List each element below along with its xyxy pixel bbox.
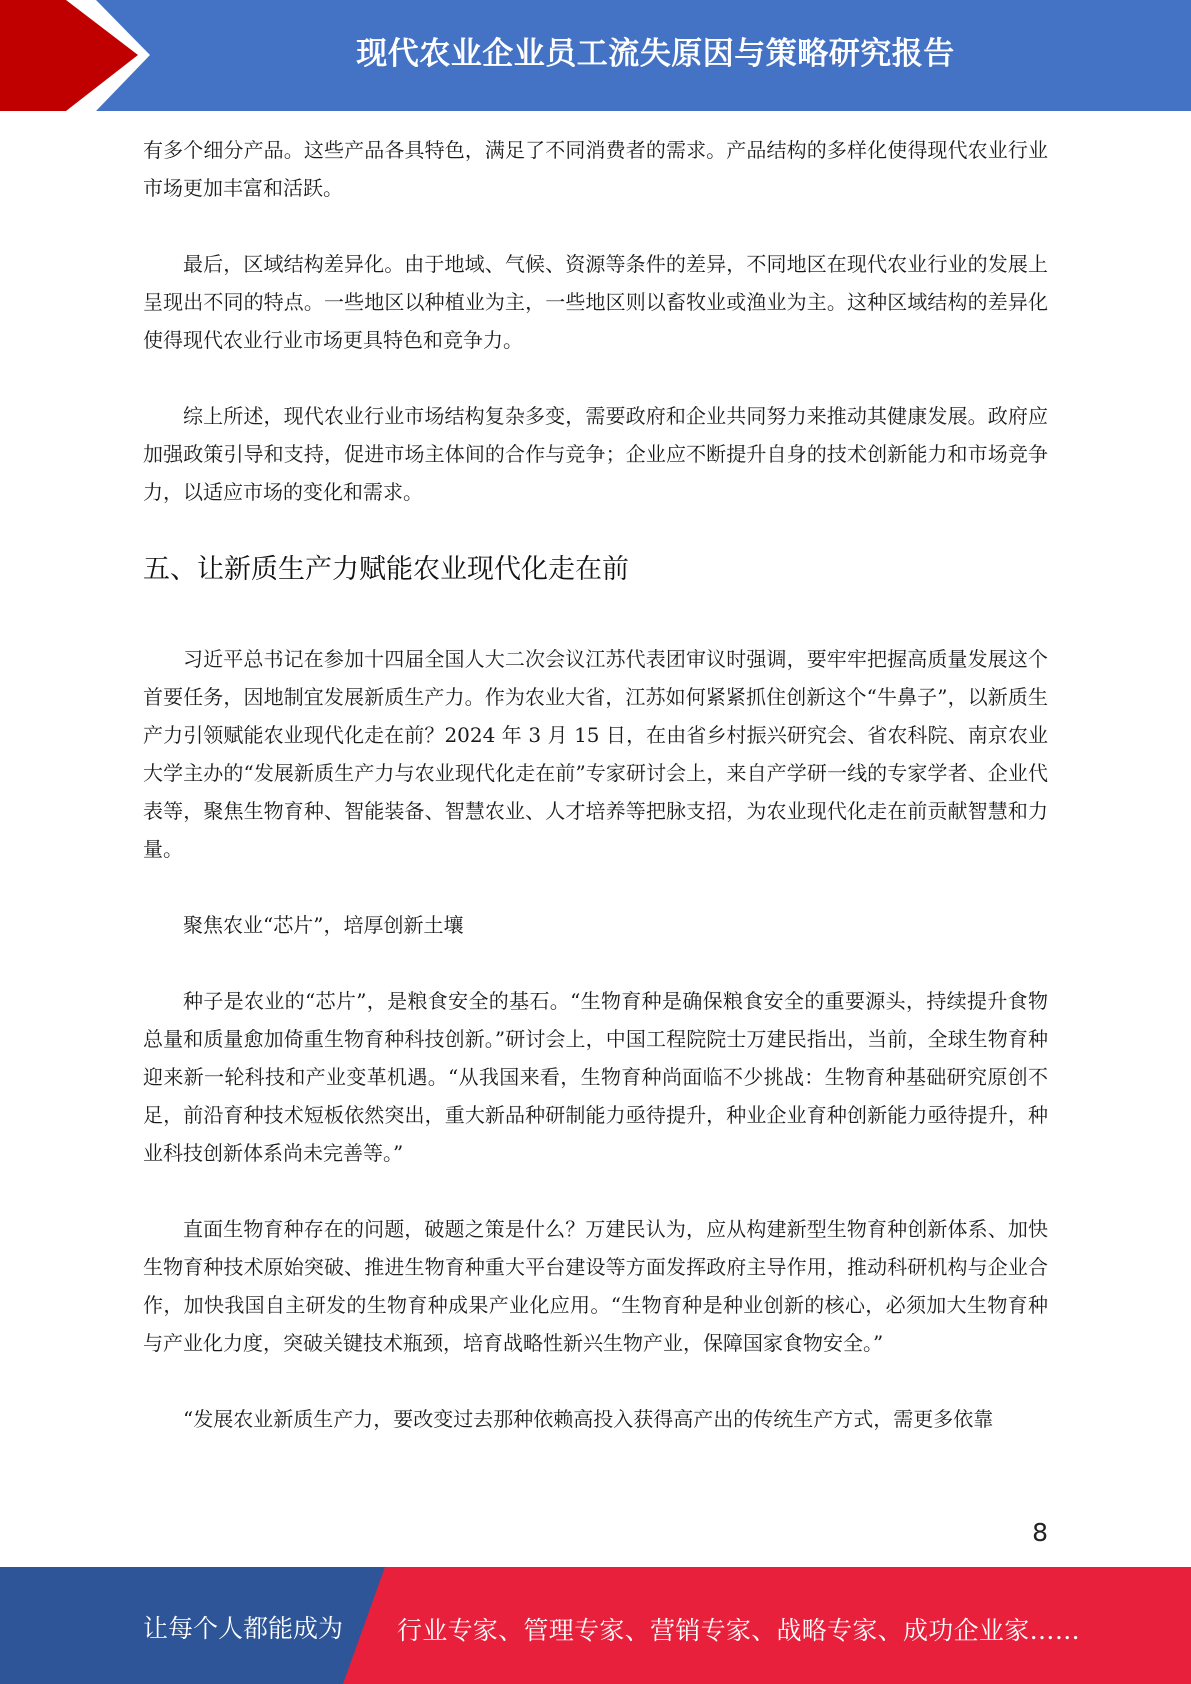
header-banner	[0, 0, 1191, 111]
paragraph-4: 习近平总书记在参加十四届全国人大二次会议江苏代表团审议时强调，要牢牢把握高质量发展这个首要任务，因地制宜发展新质生产力。作为农业大省，江苏如何紧紧抓住创新这个“牛鼻子”，以新质生产力引领赋能农业现代化走在前？2024 年 3 月 15 日，在由省乡村振兴研究会、省农科院、南京农业大学主办的“发展新质生产力与农业现代化走在前”专家研讨会上，来自产学研一线的专家学者、企业代表等，聚焦生物育种、智能装备、智慧农业、人才培养等把脉支招，为农业现代化走在前贡献智慧和力量。	[143, 647, 1048, 861]
page-number: 8	[1032, 1518, 1048, 1547]
footer-slogan-left: 让每个人都能成为	[143, 1614, 344, 1643]
footer-slogan-right: 行业专家、管理专家、营销专家、战略专家、成功企业家……	[397, 1616, 1081, 1645]
paragraph-8: “发展农业新质生产力，要改变过去那种依赖高投入获得高产出的传统生产方式，需更多依靠	[183, 1407, 994, 1431]
paragraph-1: 有多个细分产品。这些产品各具特色，满足了不同消费者的需求。产品结构的多样化使得现代农业行业市场更加丰富和活跃。	[143, 138, 1048, 200]
document-body	[143, 131, 1048, 1438]
header-red-chevron	[0, 0, 138, 111]
paragraph-3: 综上所述，现代农业行业市场结构复杂多变，需要政府和企业共同努力来推动其健康发展。政府应加强政策引导和支持，促进市场主体间的合作与竞争；企业应不断提升自身的技术创新能力和市场竞争力，以适应市场的变化和需求。	[143, 404, 1048, 504]
paragraph-5-subheading: 聚焦农业“芯片”，培厚创新土壤	[183, 913, 464, 937]
section-heading: 五、让新质生产力赋能农业现代化走在前	[143, 554, 629, 585]
paragraph-6: 种子是农业的“芯片”，是粮食安全的基石。“生物育种是确保粮食安全的重要源头，持续提升食物总量和质量愈加倚重生物育种科技创新。”研讨会上，中国工程院院士万建民指出，当前，全球生物育种迎来新一轮科技和产业变革机遇。“从我国来看，生物育种尚面临不少挑战：生物育种基础研究原创不足，前沿育种技术短板依然突出，重大新品种研制能力亟待提升，种业企业育种创新能力亟待提升，种业科技创新体系尚未完善等。”	[143, 989, 1048, 1165]
paragraph-2: 最后，区域结构差异化。由于地域、气候、资源等条件的差异，不同地区在现代农业行业的发展上呈现出不同的特点。一些地区以种植业为主，一些地区则以畜牧业或渔业为主。这种区域结构的差异化使得现代农业行业市场更具特色和竞争力。	[143, 252, 1048, 352]
paragraph-7: 直面生物育种存在的问题，破题之策是什么？万建民认为，应从构建新型生物育种创新体系、加快生物育种技术原始突破、推进生物育种重大平台建设等方面发挥政府主导作用，推动科研机构与企业合作，加快我国自主研发的生物育种成果产业化应用。“生物育种是种业创新的核心，必须加大生物育种与产业化力度，突破关键技术瓶颈，培育战略性新兴生物产业，保障国家食物安全。”	[143, 1217, 1048, 1355]
document-title: 现代农业企业员工流失原因与策略研究报告	[356, 36, 955, 72]
footer-banner	[0, 1567, 1191, 1684]
